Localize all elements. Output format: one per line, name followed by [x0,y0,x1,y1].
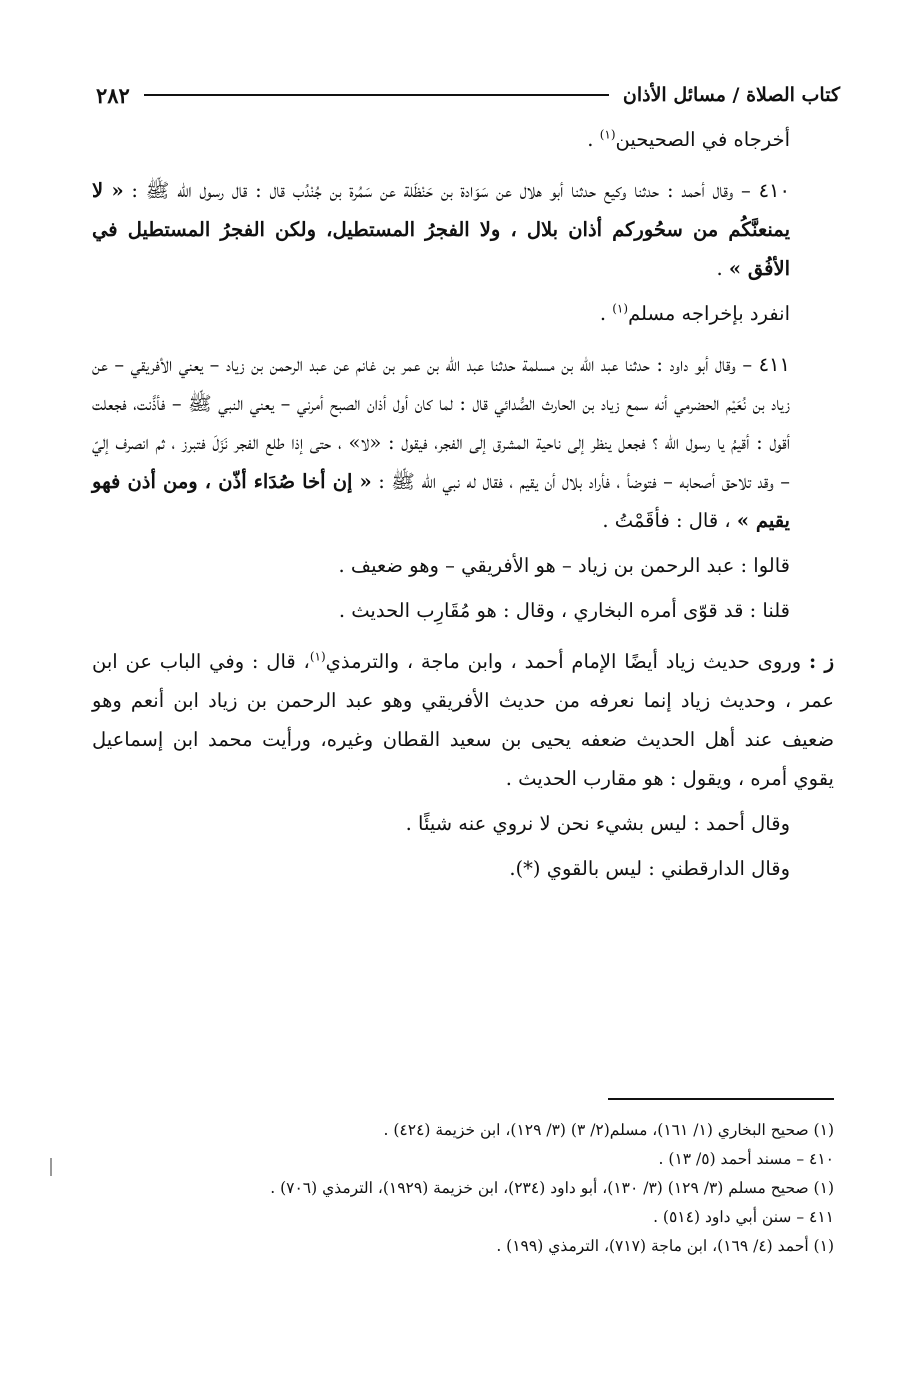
margin-mark [50,1158,52,1176]
paragraph-daraqutni: وقال الدارقطني : ليس بالقوي (*). [509,857,790,880]
zay-marker: ز : [808,650,834,673]
running-header [96,78,840,112]
footnote-ref[interactable]: (١) [309,649,326,664]
paragraph-text-cont: ، قال : وفي الباب عن ابن عمر ، وحديث زياد إنما نعرفه من حديث الأفريقي وهو عبد الرحمن بن زياد ابن أنعم وهو ضعيف عند أهل الحديث ضعفه يحيى بن سعيد القطان وغيره، ورأيت محمد ابن إسماعيل يقوي أمره ، ويقول : هو مقارب الحديث . [92,650,834,790]
hadith-isnad: ٤١٠ – وقال أحمد : حدثنا وكيع حدثنا أبو هلال عن سَوَادة بن حَنْظَلة عن سَمُرة بن جُنْدُب قال : قال رسول الله ﷺ : [123,179,790,202]
header-rule [144,94,609,96]
footnote-item: ٤١٠ – مسند أحمد (٥/ ١٣) . [658,1150,834,1168]
paragraph-takhrij-410 [92,294,834,333]
paragraph-text: أخرجاه في الصحيحين [615,128,790,151]
paragraph-end: . [587,128,600,151]
main-text [92,120,834,888]
footnote-item: (١) صحيح مسلم (٣/ ١٢٩) (٣/ ١٣٠)، أبو داود (٢٣٤)، ابن خزيمة (١٩٢٩)، الترمذي (٧٠٦) . [270,1179,834,1197]
paragraph-text: انفرد بإخراجه مسلم [628,302,790,325]
footnote-ref[interactable]: (١) [599,127,616,142]
hadith-isnad: ٤١١ – وقال أبو داود : حدثنا عبد الله بن مسلمة حدثنا عبد الله بن عمر بن غانم عن عبد الرحمن بن زياد – يعني الأفريقي – عن زياد بن نُعَيْم الحضرمي أنه سمع زياد بن الحارث الصُّدائي قال : لما كان أول أذان الصبح أمرني – يعني النبي ﷺ – فأذَّنت، فجعلت أقول : أقيمُ يا رسول الله ؟ فجعل ينظر إلى ناحية المشرق إلى الفجر، فيقول : «لا» ، حتى إذا طلع الفجر نَزَلَ فتبرز ، ثم انصرف إليّ – وقد تلاحق أصحابه – فتوضأ ، فأراد بلال أن يقيم ، فقال له نبي الله ﷺ : [92,353,790,493]
footnote-ref[interactable]: (١) [612,301,629,316]
footnote-item: (١) صحيح البخاري (١/ ١٦١)، مسلم(٢/ ٣) (٣/ ١٢٩)، ابن خزيمة (٤٢٤) . [383,1121,834,1139]
hadith-411 [92,345,834,540]
hadith-matn: « إن أخا صُدَاء أذّن ، ومن أذن فهو يقيم » [92,470,790,532]
paragraph-text: وروى حديث زياد أيضًا الإمام أحمد ، وابن ماجة ، والترمذي [325,650,809,673]
footnote-item: (١) أحمد (٤/ ١٦٩)، ابن ماجة (٧١٧)، الترمذي (١٩٩) . [496,1237,834,1255]
paragraph-qulna: قلنا : قد قوّى أمره البخاري ، وقال : هو مُقَارِب الحديث . [338,599,790,622]
paragraph-qalu: قالوا : عبد الرحمن بن زياد – هو الأفريقي – وهو ضعيف . [338,554,790,577]
page-number: ٢٨٢ [96,82,130,108]
hadith-end: ، قال : فأقَمْتُ . [602,509,737,532]
paragraph-takhrij-409 [92,120,834,159]
footnote-rule [608,1098,834,1100]
hadith-matn: « لا يمنعنَّكُم من سحُوركم أذان بلال ، ولا الفجرُ المستطيل، ولكن الفجرُ المستطيل في الأفُق » [92,179,790,280]
footnote-item: ٤١١ – سنن أبي داود (٥١٤) . [653,1208,834,1226]
footnotes [92,1116,834,1261]
paragraph-end: . [599,302,613,325]
chapter-title: كتاب الصلاة / مسائل الأذان [622,84,840,106]
hadith-410 [92,171,834,288]
paragraph-ahmad: وقال أحمد : ليس بشيء نحن لا نروي عنه شيئًا . [405,812,790,835]
hadith-end: . [716,257,729,280]
paragraph-zawaid [92,642,834,798]
